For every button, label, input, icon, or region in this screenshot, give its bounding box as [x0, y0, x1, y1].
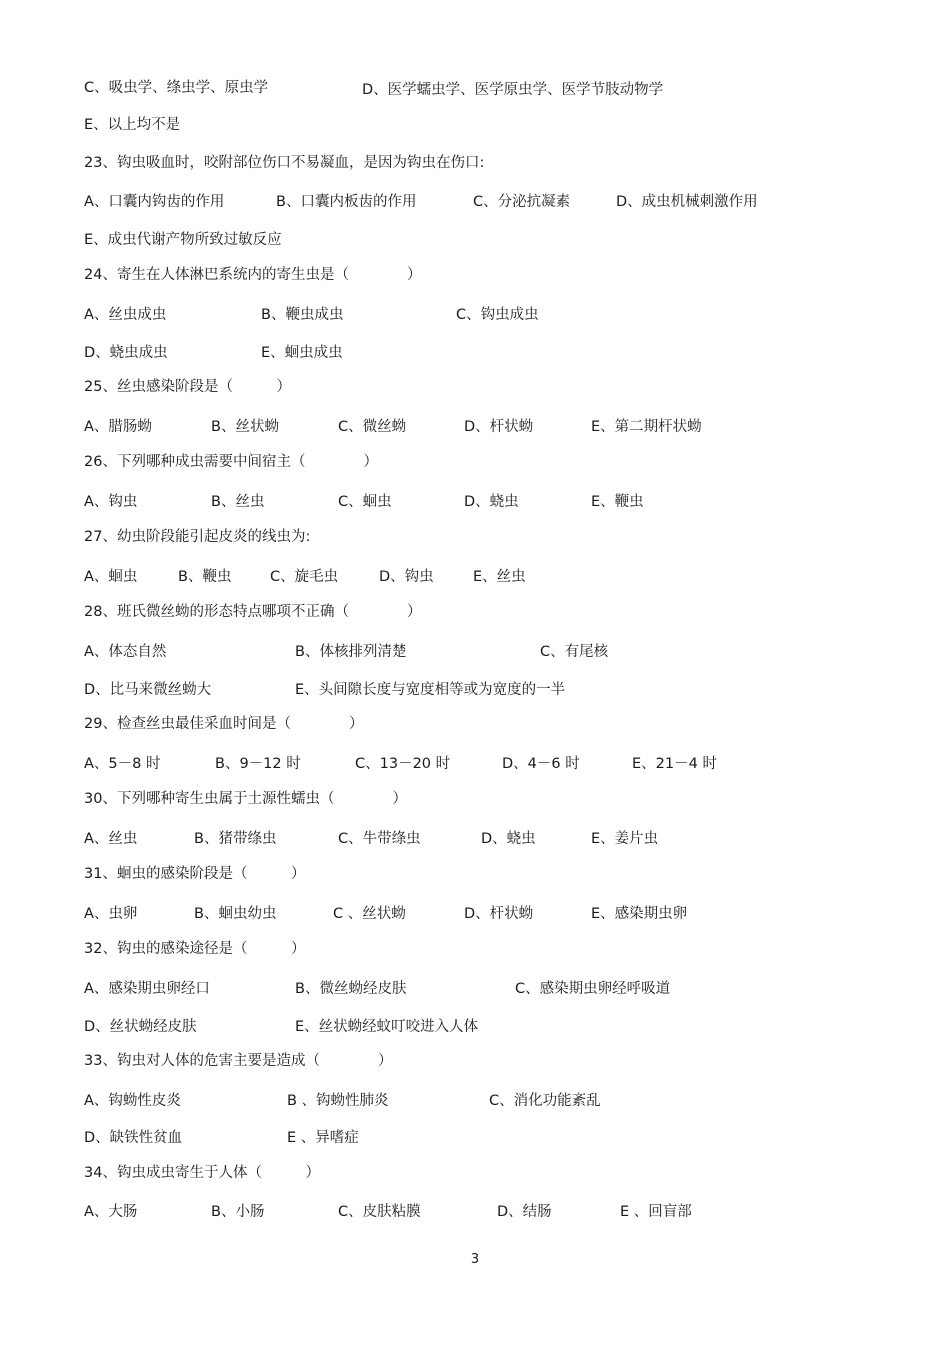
option-c: C 、丝状蚴	[333, 906, 406, 922]
question-stem: 24、寄生在人体淋巴系统内的寄生虫是（ ）	[84, 267, 422, 283]
option-d: D、比马来微丝蚴大	[84, 682, 212, 698]
option-e: E、丝状蚴经蚊叮咬进入人体	[295, 1019, 479, 1035]
option-b: B、体核排列清楚	[295, 644, 407, 660]
question-stem: 28、班氏微丝蚴的形态特点哪项不正确（ ）	[84, 604, 422, 620]
option-c: C、旋毛虫	[270, 569, 339, 585]
option-d: D、缺铁性贫血	[84, 1130, 183, 1146]
option-e: E 、回盲部	[620, 1204, 692, 1220]
option-c: C、皮肤粘膜	[338, 1204, 421, 1220]
option-d: D、钩虫	[379, 569, 434, 585]
question-stem: 33、钩虫对人体的危害主要是造成（ ）	[84, 1053, 393, 1069]
question-stem: 32、钩虫的感染途径是（ ）	[84, 941, 306, 957]
option-e: E、姜片虫	[591, 831, 659, 847]
option-b: B、鞭虫成虫	[261, 307, 344, 323]
question-stem: 29、检查丝虫最佳采血时间是（ ）	[84, 716, 364, 732]
option-e: E、第二期杆状蚴	[591, 419, 702, 435]
option-a: A、5－8 时	[84, 756, 161, 772]
option-b: B、丝虫	[211, 494, 265, 510]
option-b: B、口囊内板齿的作用	[276, 194, 417, 210]
option-a: A、腊肠蚴	[84, 419, 152, 435]
option-a: A、体态自然	[84, 644, 167, 660]
option-a: A、蛔虫	[84, 569, 138, 585]
option-c: C、13－20 时	[355, 756, 451, 772]
option-d: D、蛲虫	[481, 831, 536, 847]
question-stem: 31、蛔虫的感染阶段是（ ）	[84, 866, 306, 882]
question-stem: 27、幼虫阶段能引起皮炎的线虫为:	[84, 529, 311, 545]
question-stem: 34、钩虫成虫寄生于人体（ ）	[84, 1165, 320, 1181]
option-c: C、吸虫学、绦虫学、原虫学	[84, 80, 269, 96]
option-e: E、成虫代谢产物所致过敏反应	[84, 232, 282, 248]
option-c: C、微丝蚴	[338, 419, 407, 435]
option-e: E、丝虫	[473, 569, 526, 585]
page-number: 3	[470, 1252, 480, 1267]
question-stem: 25、丝虫感染阶段是（ ）	[84, 379, 291, 395]
option-d: D、丝状蚴经皮肤	[84, 1019, 197, 1035]
question-stem: 26、下列哪种成虫需要中间宿主（ ）	[84, 454, 378, 470]
option-c: C、感染期虫卵经呼吸道	[515, 981, 671, 997]
option-a: A、感染期虫卵经口	[84, 981, 210, 997]
option-a: A、口囊内钩齿的作用	[84, 194, 225, 210]
option-d: D、结肠	[497, 1204, 552, 1220]
option-b: B、猪带绦虫	[194, 831, 277, 847]
option-a: A、大肠	[84, 1204, 138, 1220]
option-a: A、虫卵	[84, 906, 138, 922]
option-c: C、消化功能紊乱	[489, 1093, 601, 1109]
option-e: E、21－4 时	[632, 756, 717, 772]
option-d: D、4－6 时	[502, 756, 580, 772]
option-b: B、鞭虫	[178, 569, 232, 585]
option-c: C、钩虫成虫	[456, 307, 539, 323]
option-e: E 、异嗜症	[287, 1130, 359, 1146]
option-b: B、小肠	[211, 1204, 265, 1220]
option-d: D、蛲虫成虫	[84, 345, 168, 361]
option-e: E、鞭虫	[591, 494, 644, 510]
option-b: B、9－12 时	[215, 756, 301, 772]
option-a: A、丝虫	[84, 831, 138, 847]
option-b: B、微丝蚴经皮肤	[295, 981, 407, 997]
option-c: C、分泌抗凝素	[473, 194, 571, 210]
option-e: E、蛔虫成虫	[261, 345, 343, 361]
option-d: D、医学蠕虫学、医学原虫学、医学节肢动物学	[362, 82, 664, 98]
option-a: A、钩蚴性皮炎	[84, 1093, 181, 1109]
option-d: D、杆状蚴	[464, 906, 534, 922]
option-b: B 、钩蚴性肺炎	[287, 1093, 389, 1109]
option-e: E、感染期虫卵	[591, 906, 688, 922]
option-b: B、蛔虫幼虫	[194, 906, 277, 922]
option-c: C、蛔虫	[338, 494, 392, 510]
option-d: D、杆状蚴	[464, 419, 534, 435]
option-d: D、成虫机械刺激作用	[616, 194, 758, 210]
option-e: E、以上均不是	[84, 117, 181, 133]
option-b: B、丝状蚴	[211, 419, 279, 435]
option-a: A、丝虫成虫	[84, 307, 167, 323]
option-e: E、头间隙长度与宽度相等或为宽度的一半	[295, 682, 566, 698]
option-c: C、有尾核	[540, 644, 609, 660]
question-stem: 23、钩虫吸血时，咬附部位伤口不易凝血，是因为钩虫在伤口:	[84, 155, 485, 171]
question-stem: 30、下列哪种寄生虫属于土源性蠕虫（ ）	[84, 791, 407, 807]
option-c: C、牛带绦虫	[338, 831, 421, 847]
option-d: D、蛲虫	[464, 494, 519, 510]
option-a: A、钩虫	[84, 494, 138, 510]
